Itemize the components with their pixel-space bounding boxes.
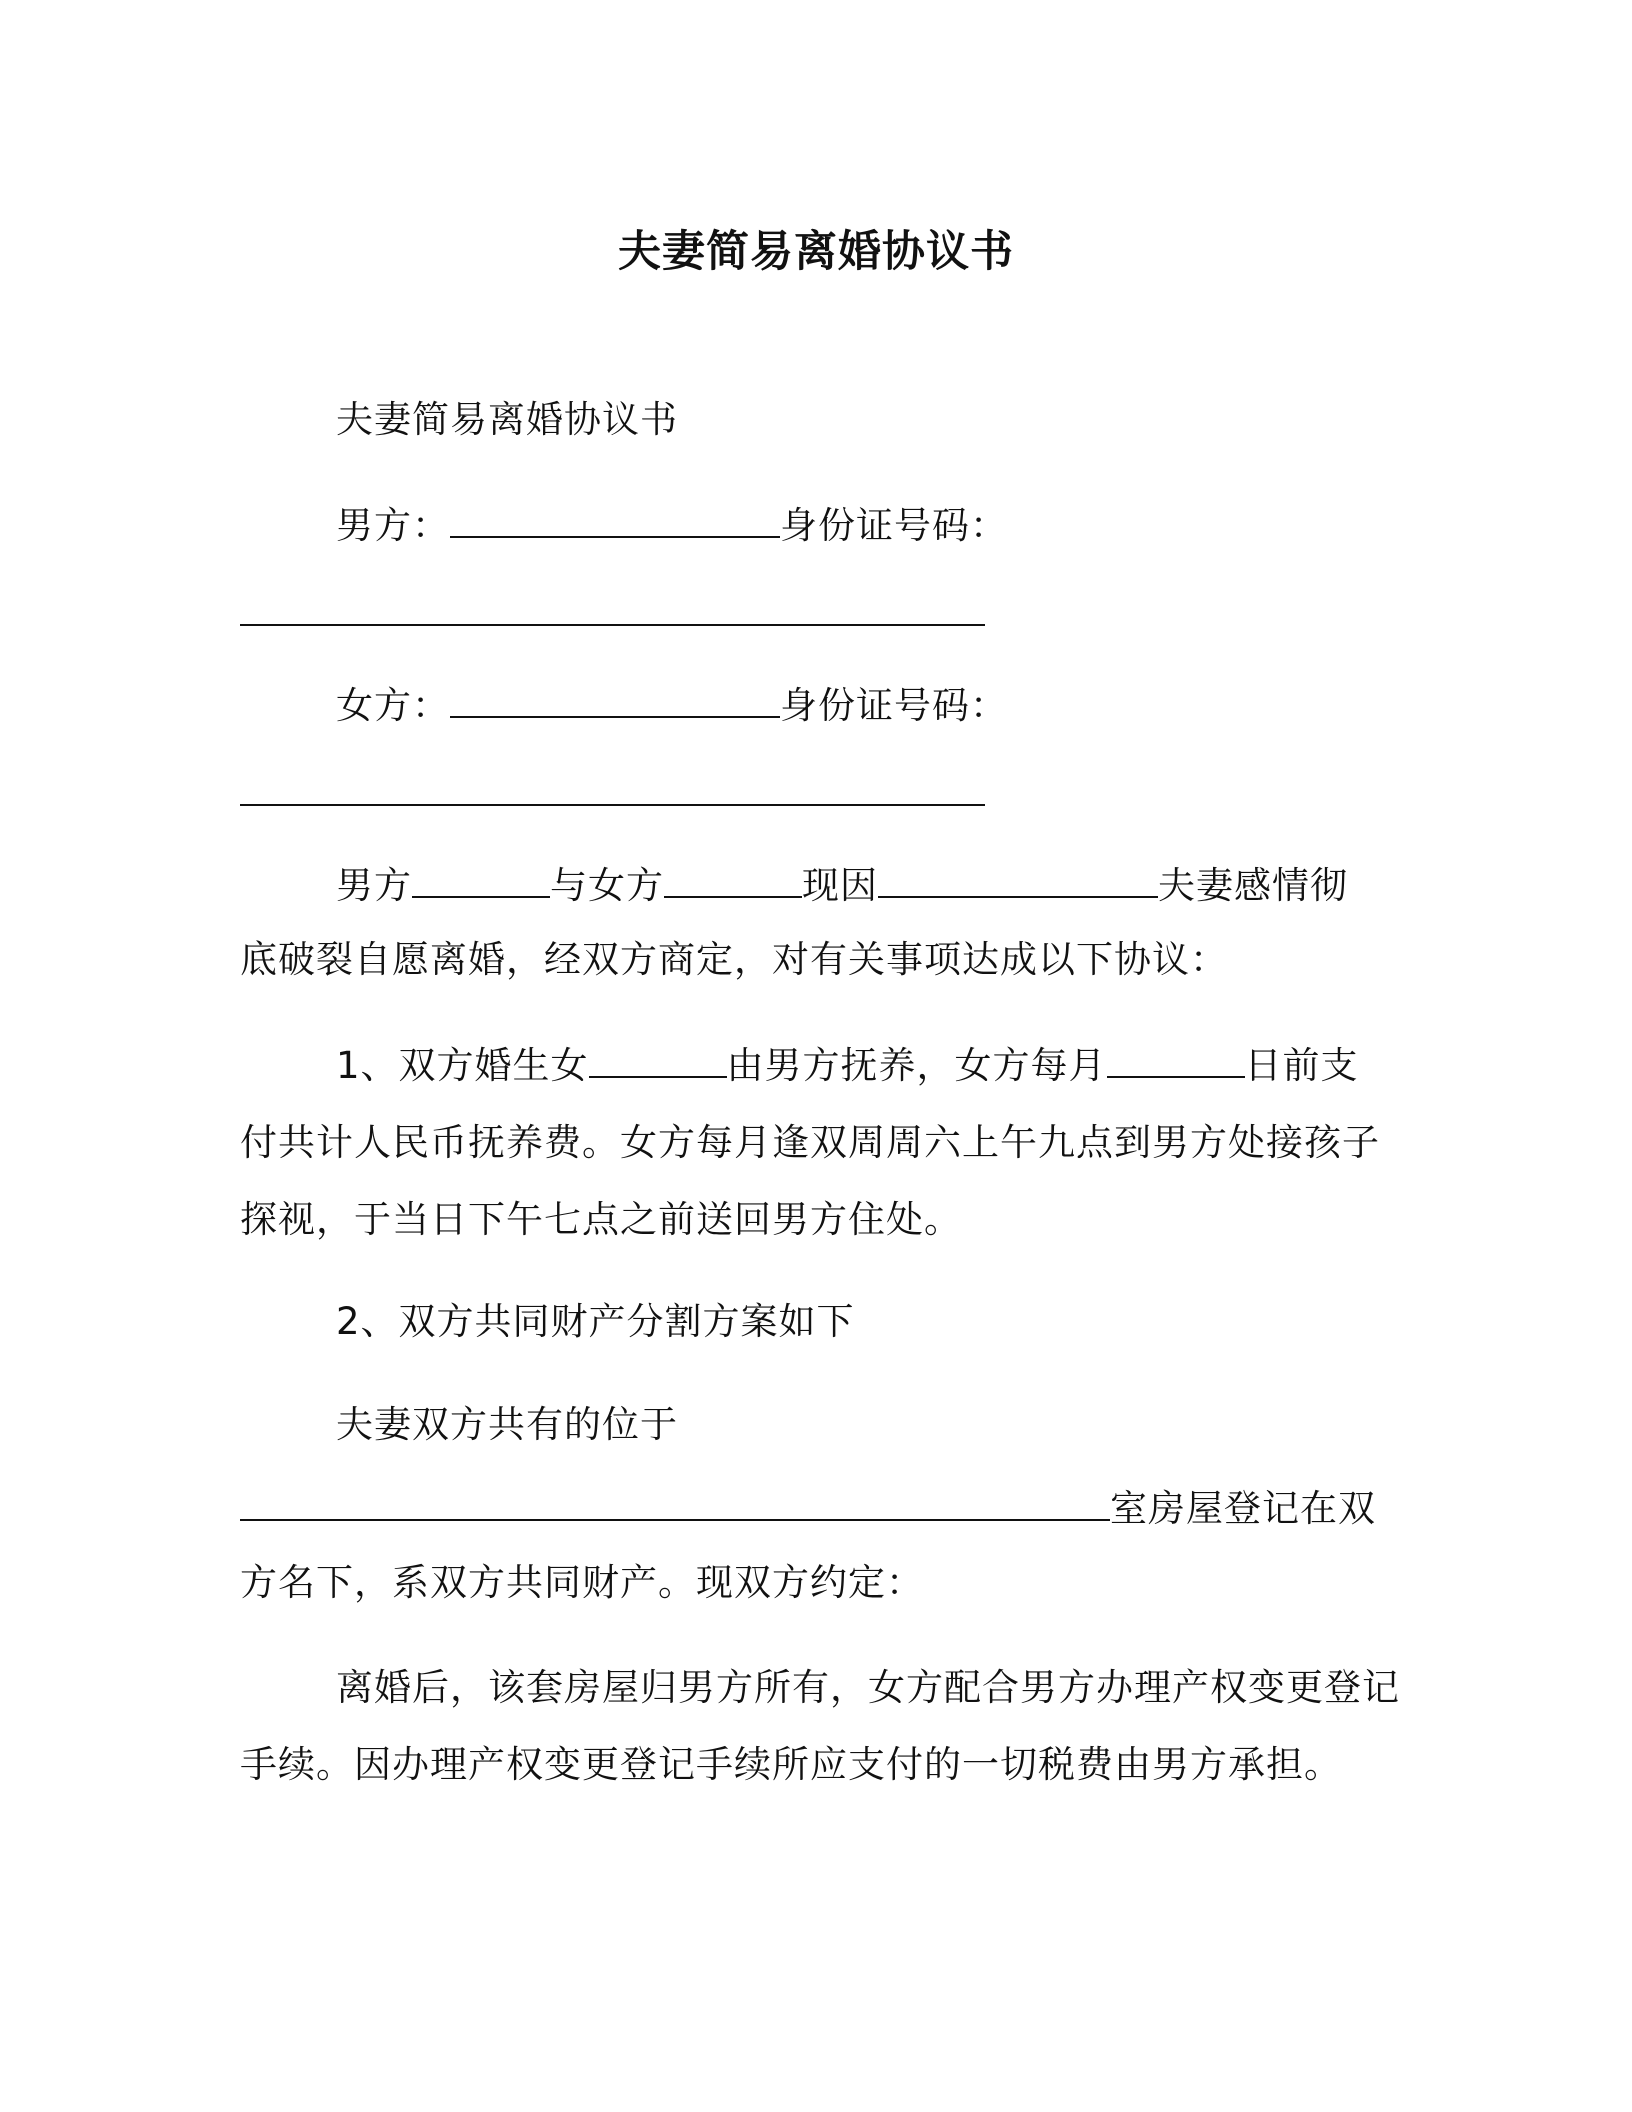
clause-1-part-2: 由男方抚养，女方每月 [726, 1044, 1107, 1087]
woman-name-line [336, 680, 1496, 731]
house-intro: 夫妻双方共有的位于 [336, 1403, 678, 1446]
woman-id-label: 身份证号码： [780, 684, 1008, 727]
house-line-1 [240, 1483, 1400, 1534]
woman-id-blank[interactable] [240, 768, 985, 806]
daughter-name-blank[interactable] [589, 1040, 727, 1078]
man-label: 男方： [336, 504, 450, 547]
after-divorce-line-2: 手续。因办理产权变更登记手续所应支付的一切税费由男方承担。 [240, 1743, 1342, 1786]
man-id-label: 身份证号码： [780, 504, 1008, 547]
clause-1-line-3: 探视，于当日下午七点之前送回男方住处。 [240, 1198, 962, 1241]
man-name-line [336, 500, 1496, 551]
clause-1-line-1 [336, 1040, 1496, 1091]
intro-rest: 夫妻感情彻 [1158, 864, 1348, 907]
clause-2-heading: 2、双方共同财产分割方案如下 [336, 1300, 855, 1343]
clause-1-part-1: 1、双方婚生女 [336, 1044, 589, 1087]
house-address-blank[interactable] [240, 1483, 1110, 1521]
intro-now-because: 现因 [802, 864, 878, 907]
clause-1-part-3: 日前支 [1244, 1044, 1359, 1087]
clause-1-line-2: 付共计人民币抚养费。女方每月逢双周周六上午九点到男方处接孩子 [240, 1121, 1380, 1164]
man-name-blank[interactable] [450, 500, 780, 538]
intro-man: 男方 [336, 864, 412, 907]
payment-day-blank[interactable] [1107, 1040, 1245, 1078]
intro-reason-blank[interactable] [878, 860, 1158, 898]
man-id-blank[interactable] [240, 588, 985, 626]
intro-and-woman: 与女方 [550, 864, 664, 907]
house-line-1-tail: 室房屋登记在双 [1110, 1487, 1376, 1530]
woman-id-line [240, 768, 1400, 819]
intro-line-2: 底破裂自愿离婚，经双方商定，对有关事项达成以下协议： [240, 938, 1228, 981]
after-divorce-line-1: 离婚后，该套房屋归男方所有，女方配合男方办理产权变更登记 [336, 1666, 1400, 1709]
woman-name-blank[interactable] [450, 680, 780, 718]
document-subtitle: 夫妻简易离婚协议书 [336, 398, 678, 441]
woman-label: 女方： [336, 684, 450, 727]
document-title: 夫妻简易离婚协议书 [618, 227, 1014, 277]
house-line-2: 方名下，系双方共同财产。现双方约定： [240, 1561, 924, 1604]
intro-man-blank[interactable] [412, 860, 550, 898]
intro-woman-blank[interactable] [664, 860, 802, 898]
man-id-line [240, 588, 1400, 639]
intro-line-1 [336, 860, 1496, 911]
